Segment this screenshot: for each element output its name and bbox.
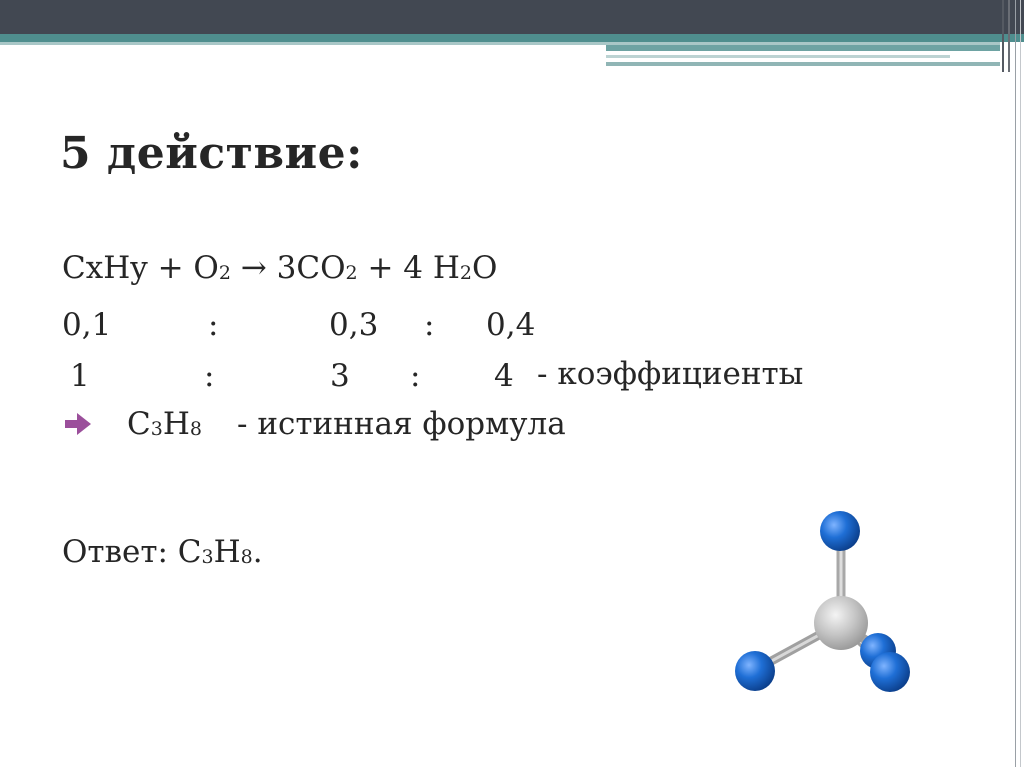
ratio-separator: :	[424, 307, 435, 343]
header-accent-line	[606, 62, 1000, 66]
coefficient-note: - коэффициенты	[537, 356, 804, 392]
subscript: 3	[201, 546, 214, 568]
right-edge-decoration	[1000, 0, 1024, 767]
subscript: 2	[218, 262, 231, 284]
header-band-teal	[0, 34, 1024, 42]
equation-part: + 4 H	[357, 250, 460, 286]
header-band-dark	[0, 0, 1024, 34]
equation-part: CxHy + O	[62, 250, 219, 286]
hydrogen-atom	[820, 511, 860, 551]
hydrogen-atom	[735, 651, 775, 691]
reaction-equation	[62, 250, 498, 286]
subscript: 2	[459, 262, 472, 284]
right-arrow-icon	[63, 410, 93, 438]
equation-part: O	[471, 250, 498, 286]
ratio-value: 0,1	[62, 307, 112, 343]
subscript: 8	[240, 546, 253, 568]
equation-part: → 3CO	[230, 250, 346, 286]
subscript: 2	[345, 262, 358, 284]
coefficient-separator: :	[410, 358, 421, 394]
coefficient-value: 4	[494, 358, 514, 394]
answer-line	[62, 534, 263, 570]
coefficient-value: 1	[70, 358, 90, 394]
carbon-atom	[814, 596, 868, 650]
formula-part: H	[162, 406, 190, 442]
ratio-value: 0,3	[329, 307, 379, 343]
answer-label: Ответ: C	[62, 534, 202, 570]
subscript: 8	[189, 418, 202, 440]
coefficient-separator: :	[204, 358, 215, 394]
answer-part: H	[213, 534, 241, 570]
hydrogen-atom	[870, 652, 910, 692]
formula-part: C	[127, 406, 151, 442]
formula-note: - истинная формула	[237, 406, 566, 442]
answer-part: .	[252, 534, 263, 570]
coefficient-value: 3	[330, 358, 350, 394]
subscript: 3	[150, 418, 163, 440]
true-formula	[127, 406, 202, 442]
header-accent-line	[606, 55, 950, 58]
molecule-model-image	[700, 495, 980, 720]
slide-title: 5 действие:	[60, 128, 363, 179]
header-accent-line	[606, 45, 1000, 51]
ratio-value: 0,4	[486, 307, 536, 343]
ratio-separator: :	[208, 307, 219, 343]
